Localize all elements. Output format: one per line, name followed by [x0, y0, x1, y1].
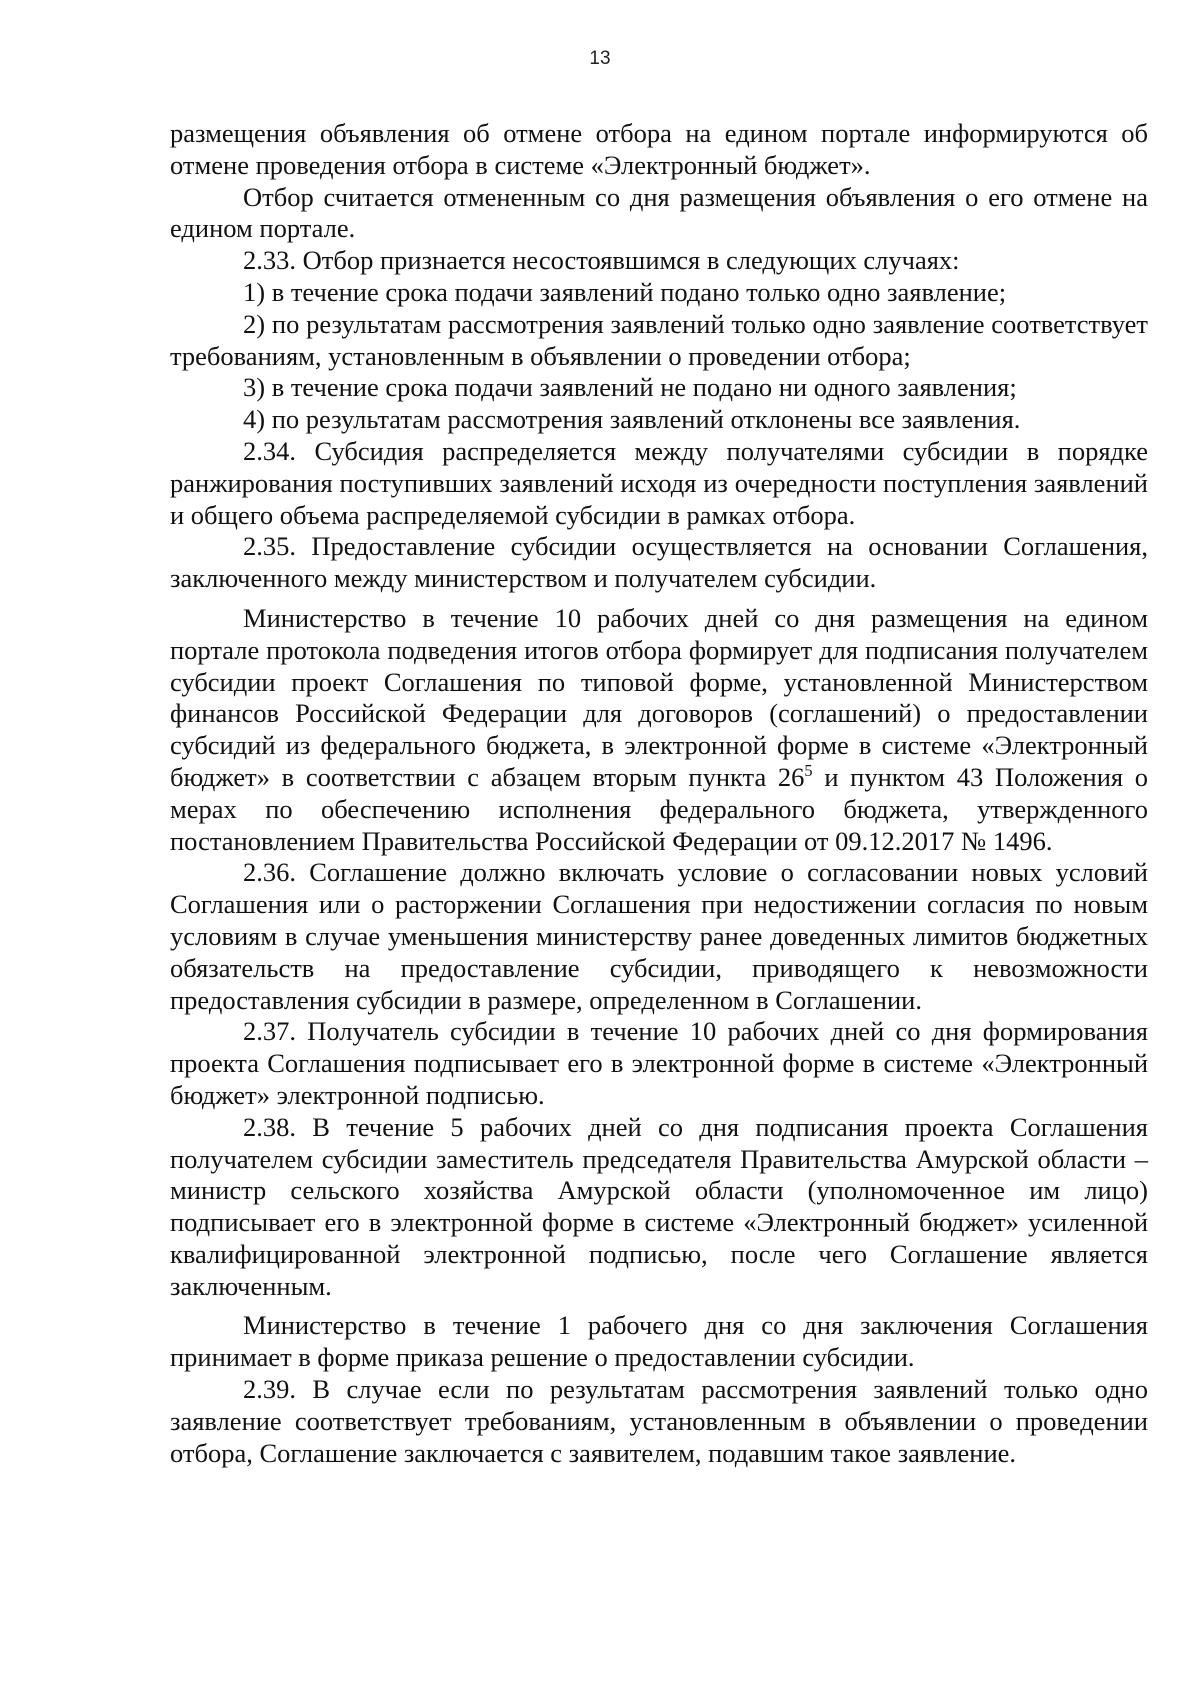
paragraph: 2.35. Предоставление субсидии осуществляется на основании Соглашения, заключенного между министерством и получателем субсидии.	[170, 531, 1148, 594]
paragraph: 2.38. В течение 5 рабочих дней со дня подписания проекта Соглашения получателем субсидии заместитель председателя Правительства Амурской области – министр сельского хозяйства Амурской области (уполномоченное им лицо) подписывает его в электронной форме в системе «Электронный бюджет» усиленной квалифицированной электронной подписью, после чего Соглашение является заключенным.	[170, 1111, 1148, 1301]
paragraph: 4) по результатам рассмотрения заявлений отклонены все заявления.	[243, 404, 1021, 435]
paragraph: 2) по результатам рассмотрения заявлений только одно заявление соответствует требованиям, установленным в объявлении о проведении отбора;	[170, 308, 1148, 371]
paragraph: 2.39. В случае если по результатам рассмотрения заявлений только одно заявление соответствует требованиям, установленным в объявлении о проведении отбора, Соглашение заключается с заявителем, подавшим такое заявление.	[170, 1374, 1148, 1468]
paragraph: 2.33. Отбор признается несостоявшимся в следующих случаях:	[243, 245, 960, 276]
paragraph: 2.34. Субсидия распределяется между получателями субсидии в порядке ранжирования поступивших заявлений исходя из очередности поступления заявлений и общего объема распределяемой субсидии в рамках отбора.	[170, 435, 1148, 530]
paragraph: Министерство в течение 1 рабочего дня со дня заключения Соглашения принимает в форме приказа решение о предоставлении субсидии.	[170, 1310, 1148, 1373]
paragraph-text: Министерство в течение 10 рабочих дней со дня размещения на едином портале протокола подведения итогов отбора формирует для подписания получателем субсидии проект Соглашения по типовой форме, установленной Министерством финансов Российской Федерации для договоров (соглашений) о предоставлении субсидий из федерального бюджета, в электронной форме в системе «Электронный бюджет» в соответствии с абзацем вторым пункта 26	[170, 602, 1148, 792]
paragraph: Отбор считается отмененным со дня размещения объявления о его отмене на едином портале.	[170, 181, 1148, 244]
page-number: 13	[589, 48, 611, 69]
superscript: 5	[804, 761, 813, 781]
paragraph-text: и пунктом 43 Положения о мерах по обеспечению исполнения федерального бюджета, утвержденного постановлением Правительства Российской Федерации от 09.12.2017 № 1496.	[170, 761, 1148, 856]
paragraph: 1) в течение срока подачи заявлений подано только одно заявление;	[243, 276, 1007, 307]
paragraph: 2.37. Получатель субсидии в течение 10 рабочих дней со дня формирования проекта Соглашения подписывает его в электронной форме в системе «Электронный бюджет» электронной подписью.	[170, 1016, 1148, 1110]
paragraph: размещения объявления об отмене отбора на едином портале информируются об отмене проведения отбора в системе «Электронный бюджет».	[170, 118, 1148, 180]
paragraph	[170, 603, 1148, 857]
document-body	[170, 118, 1148, 1469]
paragraph: 3) в течение срока подачи заявлений не подано ни одного заявления;	[243, 372, 1017, 403]
paragraph: 2.36. Соглашение должно включать условие о согласовании новых условий Соглашения или о расторжении Соглашения при недостижении согласия по новым условиям в случае уменьшения министерству ранее доведенных лимитов бюджетных обязательств на предоставление субсидии, приводящего к невозможности предоставления субсидии в размере, определенном в Соглашении.	[170, 857, 1148, 1015]
